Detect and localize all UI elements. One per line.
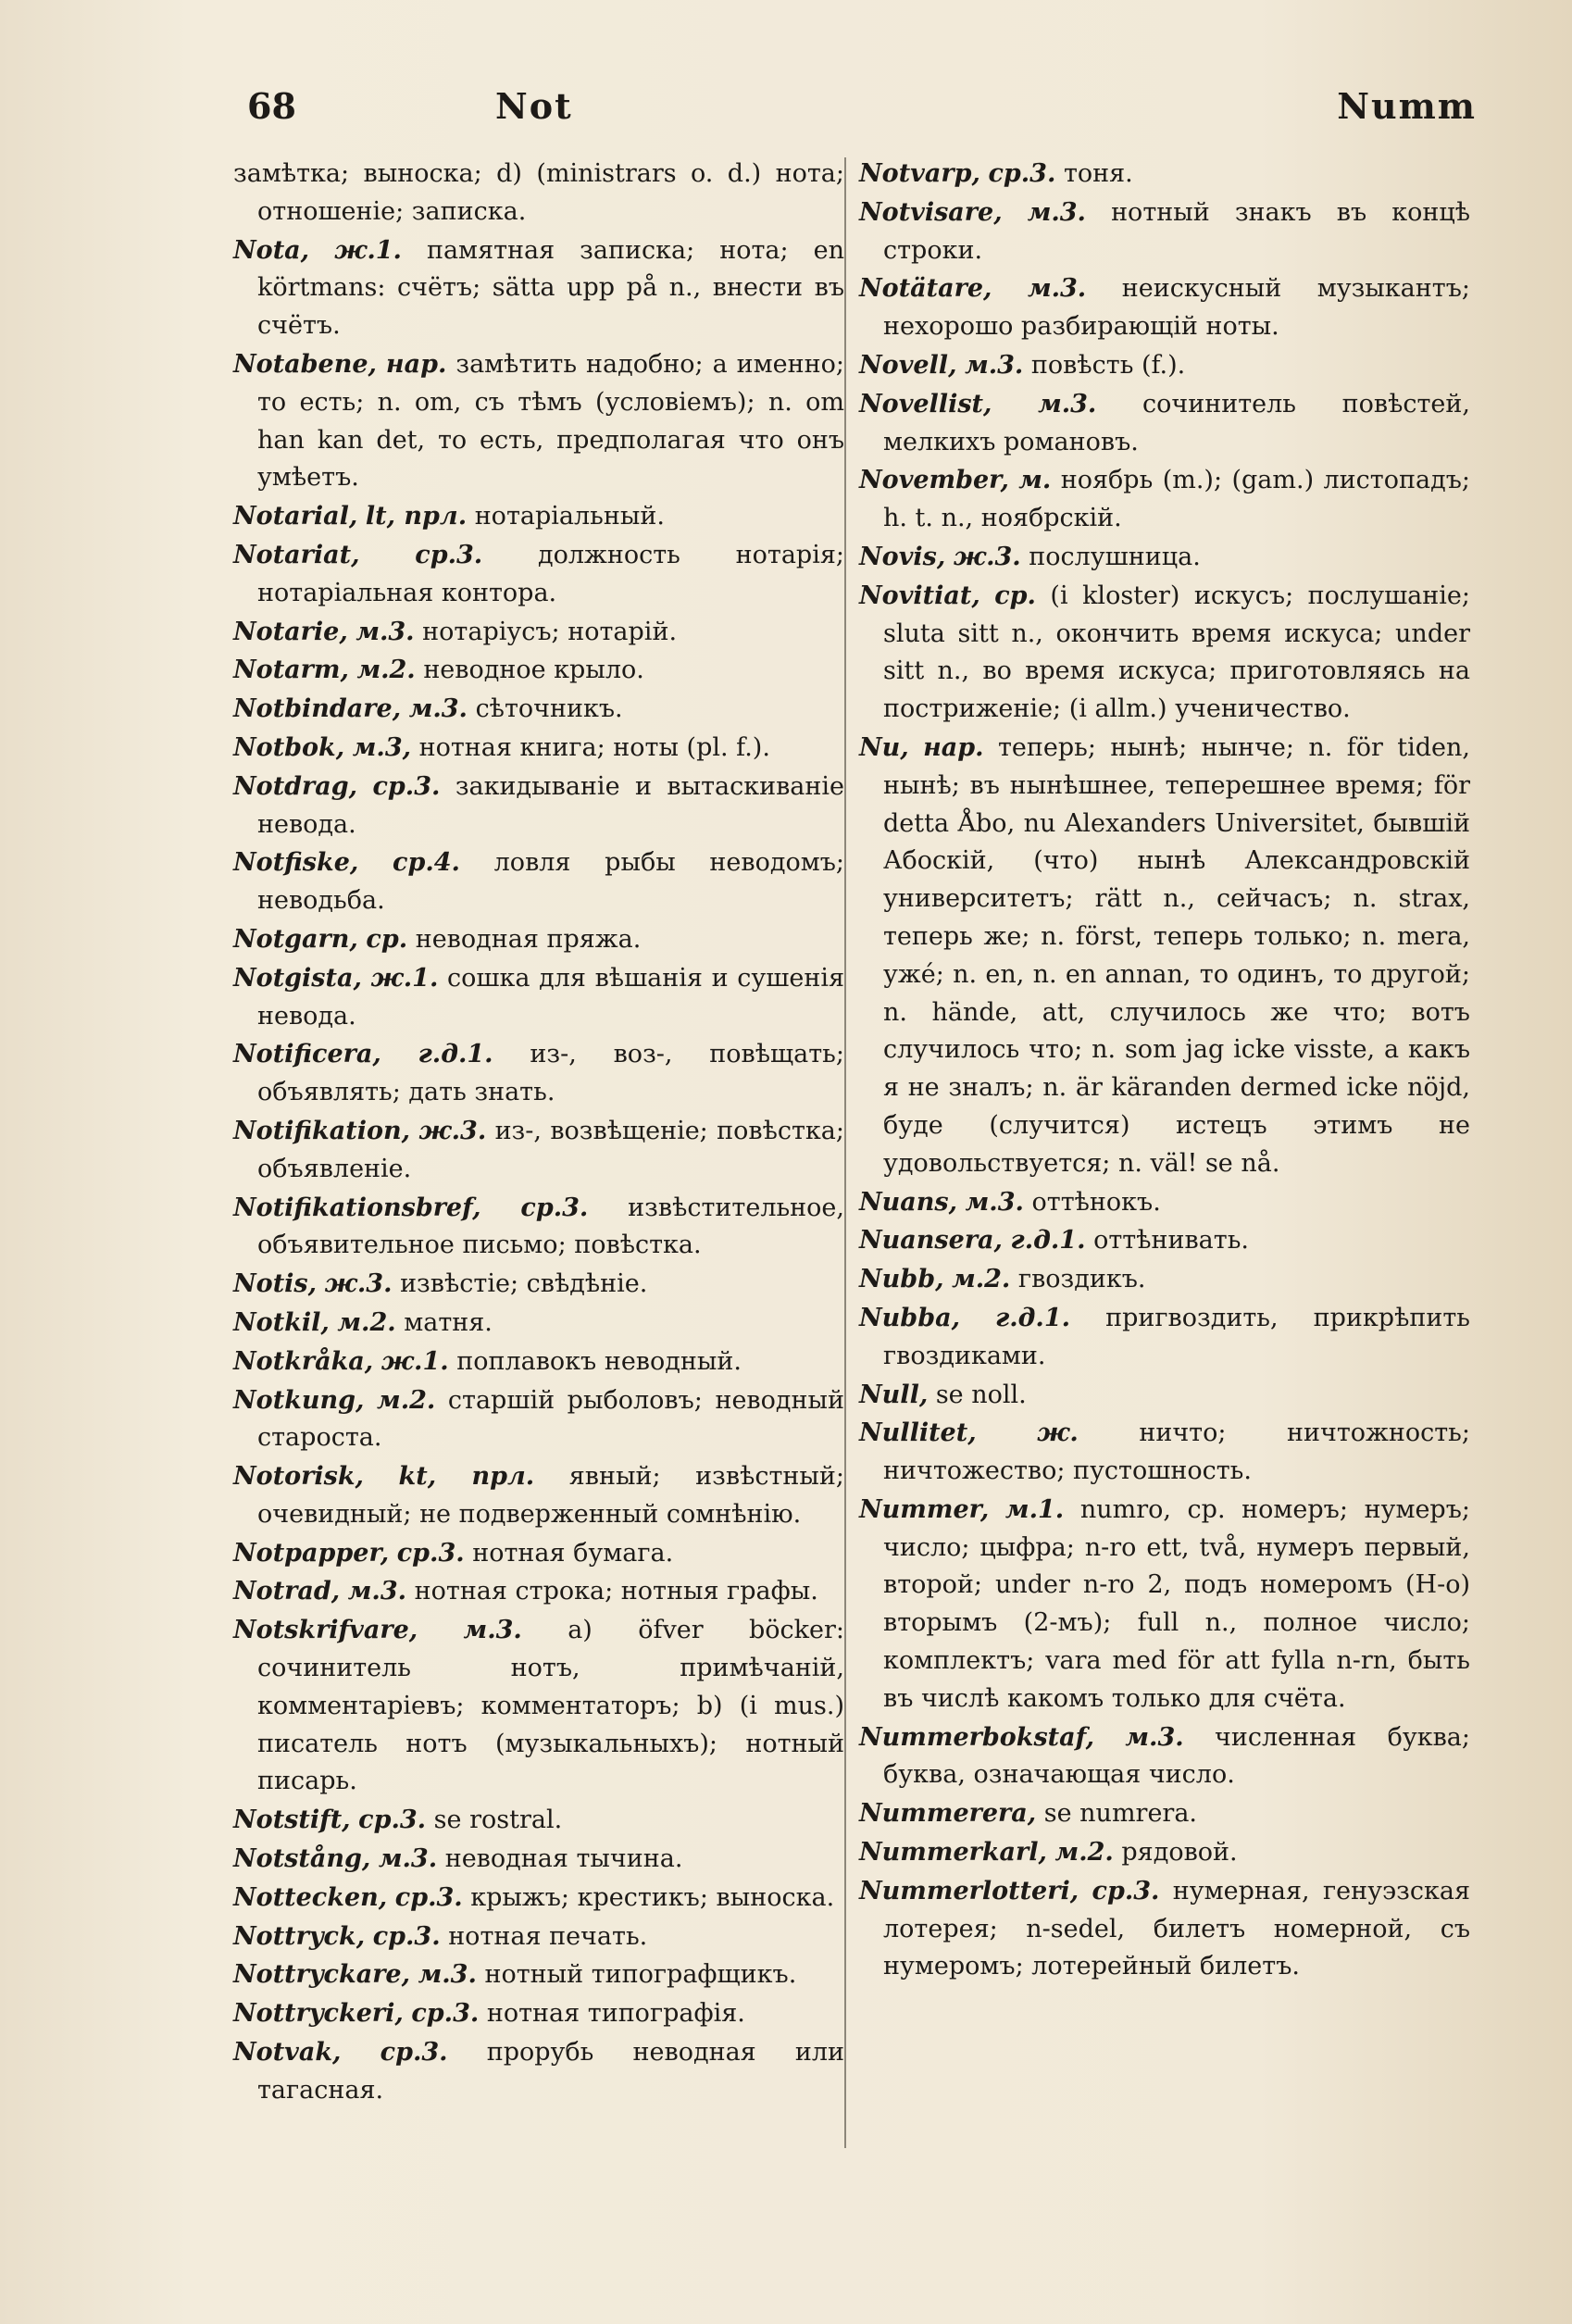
- dictionary-entry: [233, 1113, 844, 1189]
- entry-headword: Nuans,: [859, 1187, 958, 1217]
- entry-grammar: м.2.: [337, 1307, 396, 1337]
- dictionary-entry: [233, 730, 844, 768]
- dictionary-entry: [859, 1261, 1470, 1299]
- entry-grammar: м.3,: [352, 732, 412, 762]
- entry-grammar: ср.3.: [372, 771, 441, 801]
- entry-grammar: ж.3.: [953, 542, 1021, 571]
- dictionary-entry: [859, 462, 1470, 538]
- column-divider: [844, 157, 846, 2148]
- page-header: [236, 85, 1514, 141]
- entry-definition: извѣстіе; свѣдѣніе.: [400, 1269, 648, 1299]
- entry-grammar: г.д.1.: [418, 1040, 493, 1069]
- entry-grammar: lt, прл.: [365, 502, 468, 531]
- entry-definition: поплавокъ неводный.: [456, 1346, 742, 1376]
- entry-definition: матня.: [404, 1307, 493, 1337]
- dictionary-entry: [233, 1995, 844, 2033]
- entry-grammar: г.д.1.: [1010, 1226, 1086, 1256]
- left-column: [233, 156, 844, 2111]
- entry-headword: Notificera,: [233, 1040, 381, 1069]
- entry-definition: неискусный музыкантъ; нехорошо разбирающій ноты.: [883, 274, 1470, 342]
- dictionary-entry: [859, 1834, 1470, 1872]
- entry-definition: неводная тычина.: [444, 1844, 683, 1874]
- entry-headword: Notgista,: [233, 963, 362, 993]
- entry-definition: тоня.: [1063, 159, 1133, 188]
- entry-definition: сѣточникъ.: [475, 694, 623, 724]
- dictionary-entry: [859, 1873, 1470, 1986]
- entry-grammar: ср.: [366, 924, 408, 954]
- entry-headword: Notstift,: [233, 1805, 351, 1835]
- entry-headword: Notpapper,: [233, 1538, 390, 1568]
- entry-grammar: ж.: [1037, 1418, 1079, 1448]
- entry-definition: se numrera.: [1043, 1799, 1198, 1829]
- dictionary-entry: [233, 960, 844, 1036]
- dictionary-entry: [233, 921, 844, 959]
- dictionary-entry: [233, 1880, 844, 1918]
- entry-headword: Nota,: [233, 235, 310, 265]
- entry-headword: Notskrifvare,: [233, 1616, 418, 1645]
- dictionary-entry: [233, 1573, 844, 1611]
- dictionary-entry: [859, 1222, 1470, 1260]
- entry-grammar: ж.3.: [418, 1116, 487, 1145]
- entry-definition: должность нотарія; нотаріальная контора.: [257, 540, 844, 607]
- dictionary-entry: [859, 1415, 1470, 1491]
- entry-headword: Nuansera,: [859, 1226, 1003, 1256]
- entry-definition: прорубь неводная или тагасная.: [257, 2038, 844, 2105]
- dictionary-entry: [859, 1300, 1470, 1376]
- entry-headword: Notvarp,: [859, 159, 980, 188]
- entry-definition: явный; извѣстный; очевидный; не подверженный сомнѣнію.: [257, 1462, 844, 1529]
- entry-grammar: м.3.: [463, 1616, 522, 1645]
- entry-definition: старшій рыболовъ; неводный староста.: [257, 1385, 844, 1453]
- dictionary-entry: [859, 578, 1470, 729]
- entry-headword: Notkråka,: [233, 1346, 374, 1376]
- entry-headword: Nummerlotteri,: [859, 1876, 1079, 1905]
- dictionary-entry: [233, 537, 844, 613]
- dictionary-entry: [859, 270, 1470, 346]
- entry-headword: Notbok,: [233, 732, 345, 762]
- entry-definition: нотная типографія.: [486, 1999, 745, 2029]
- dictionary-entry: [233, 232, 844, 345]
- entry-definition: оттѣнивать.: [1093, 1226, 1249, 1256]
- entry-definition: закидываніе и вытаскиваніе невода.: [257, 771, 845, 839]
- entry-definition: из-, воз-, повѣщать; объявлять; дать знать.: [257, 1040, 844, 1107]
- entry-grammar: ср.3.: [372, 1921, 441, 1951]
- entry-headword: Nottryck,: [233, 1921, 366, 1951]
- entry-headword: Notbindare,: [233, 694, 402, 724]
- entry-definition: повѣсть (f.).: [1030, 350, 1186, 380]
- entry-grammar: ж.1.: [370, 963, 439, 993]
- entry-grammar: м.3.: [965, 350, 1024, 380]
- dictionary-entry: [859, 1795, 1470, 1833]
- entry-headword: Notabene,: [233, 349, 377, 379]
- entry-definition: se rostral.: [433, 1805, 563, 1835]
- entry-grammar: м.3.: [378, 1844, 438, 1874]
- entry-definition: замѣтка; выноска; d) (ministrars o. d.) нота; отношеніе; записка.: [233, 159, 844, 226]
- entry-headword: Notgarn,: [233, 924, 358, 954]
- entry-definition: ничто; ничтожность; ничтожество; пустошность.: [883, 1418, 1470, 1486]
- entry-headword: Null,: [859, 1380, 929, 1409]
- entry-grammar: ср.3.: [415, 540, 483, 569]
- entry-definition: извѣстительное, объявительное письмо; повѣстка.: [257, 1193, 844, 1260]
- entry-definition: памятная записка; нота; en körtmans: счётъ; sätta upp på n., внести въ счётъ.: [257, 235, 844, 341]
- entry-grammar: ср.3.: [358, 1805, 427, 1835]
- dictionary-entry: [233, 1535, 844, 1573]
- entry-grammar: м.2.: [952, 1265, 1011, 1294]
- dictionary-entry: [859, 386, 1470, 462]
- entry-definition: оттѣнокъ.: [1031, 1187, 1161, 1217]
- dictionary-entry: [233, 614, 844, 652]
- entry-headword: Notifikation,: [233, 1116, 411, 1145]
- entry-headword: Novellist,: [859, 389, 992, 419]
- entry-grammar: м.: [1018, 466, 1052, 495]
- entry-definition: нотный знакъ въ концѣ строки.: [883, 197, 1470, 265]
- entry-headword: Notätare,: [859, 274, 992, 304]
- entry-headword: Nummer,: [859, 1494, 990, 1524]
- entry-definition: ловля рыбы неводомъ; неводьба.: [257, 848, 844, 916]
- entry-headword: Notarial,: [233, 502, 358, 531]
- entry-headword: Nu,: [859, 732, 909, 762]
- entry-grammar: м.3.: [408, 694, 468, 724]
- entry-grammar: ж.3.: [324, 1269, 393, 1299]
- entry-definition: рядовой.: [1121, 1838, 1238, 1868]
- dictionary-entry: [233, 1382, 844, 1458]
- dictionary-entry: [233, 1841, 844, 1879]
- entry-grammar: м.2.: [377, 1385, 436, 1415]
- entry-headword: Nottryckeri,: [233, 1999, 404, 2029]
- dictionary-entry: [859, 347, 1470, 385]
- entry-headword: Notkil,: [233, 1307, 330, 1337]
- entry-grammar: м.3.: [1038, 389, 1097, 419]
- running-head-left: Not: [495, 85, 573, 127]
- entry-grammar: ср.3.: [1092, 1876, 1160, 1905]
- dictionary-entry: [859, 539, 1470, 577]
- entry-headword: Notarie,: [233, 617, 348, 646]
- entry-grammar: м.3.: [1027, 197, 1086, 227]
- dictionary-entry: [859, 156, 1470, 194]
- dictionary-entry: [859, 194, 1470, 270]
- entry-headword: Notarm,: [233, 656, 349, 685]
- entry-grammar: м.3.: [965, 1187, 1024, 1217]
- entry-headword: Novell,: [859, 350, 957, 380]
- entry-headword: Notfiske,: [233, 848, 359, 878]
- entry-definition: нумерная, генуэзская лотерея; n-sedel, билетъ номерной, съ нумеромъ; лотерейный билетъ.: [883, 1876, 1470, 1981]
- entry-grammar: м.3.: [418, 1960, 477, 1990]
- dictionary-entry: [233, 1956, 844, 1994]
- running-head-right: Numm: [1337, 85, 1477, 127]
- entry-definition: нотаріальный.: [474, 502, 665, 531]
- entry-grammar: м.3.: [1125, 1722, 1184, 1752]
- entry-headword: Nummerkarl,: [859, 1838, 1047, 1868]
- entry-definition: нотный типографщикъ.: [484, 1960, 797, 1990]
- entry-definition: нотная книга; ноты (pl. f.).: [418, 732, 770, 762]
- entry-definition: numro, ср. номеръ; нумеръ; число; цыфра; n-ro ett, två, нумеръ первый, второй; under n-ro 2, подъ номеромъ (Н-о) вторымъ (2-мъ); full n., полное число; комплектъ; vara med för att fylla n-rn, быть въ числѣ какомъ только для счёта.: [883, 1494, 1470, 1713]
- entry-headword: Notvisare,: [859, 197, 1003, 227]
- entry-headword: Notariat,: [233, 540, 360, 569]
- entry-headword: Notkung,: [233, 1385, 365, 1415]
- entry-definition: замѣтить надобно; а именно; то есть; n. om, съ тѣмъ (условіемъ); n. om han kan det, то есть, предполагая что онъ умѣетъ.: [257, 349, 844, 493]
- entry-headword: Nottryckare,: [233, 1960, 410, 1990]
- entry-grammar: kt, прл.: [398, 1462, 535, 1492]
- entry-definition: пригвоздить, прикрѣпить гвоздиками.: [883, 1303, 1470, 1370]
- entry-definition: нотная печать.: [448, 1921, 648, 1951]
- entry-definition: (i kloster) искусъ; послушаніе; sluta sitt n., окончить время искуса; under sitt n., во время искуса; приготовляясь на постриженіе; (i allm.) ученичество.: [883, 581, 1470, 724]
- entry-grammar: ж.1.: [334, 235, 402, 265]
- entry-headword: November,: [859, 466, 1009, 495]
- entry-headword: Notis,: [233, 1269, 318, 1299]
- dictionary-entry: [233, 1612, 844, 1801]
- entry-grammar: ср.: [994, 581, 1036, 610]
- dictionary-entry: [233, 1266, 844, 1304]
- entry-definition: гвоздикъ.: [1017, 1265, 1146, 1294]
- entry-headword: Notdrag,: [233, 771, 358, 801]
- dictionary-entry: [859, 1719, 1470, 1795]
- entry-grammar: м.2.: [356, 656, 416, 685]
- entry-headword: Notstång,: [233, 1844, 371, 1874]
- page-number: 68: [247, 85, 296, 127]
- entry-headword: Nummerbokstaf,: [859, 1722, 1095, 1752]
- entry-definition: из-, возвѣщеніе; повѣстка; объявленіе.: [257, 1116, 844, 1183]
- entry-definition: сочинитель повѣстей, мелкихъ романовъ.: [883, 389, 1470, 456]
- entry-definition: неводная пряжа.: [415, 924, 642, 954]
- entry-grammar: м.2.: [1054, 1838, 1114, 1868]
- entry-definition: ноябрь (m.); (gam.) листопадъ; h. t. n., ноябрскій.: [883, 466, 1470, 533]
- entry-headword: Nottecken,: [233, 1882, 388, 1912]
- dictionary-entry: [233, 1036, 844, 1112]
- dictionary-entry: [233, 768, 844, 844]
- entry-grammar: м.3.: [1027, 274, 1087, 304]
- entry-definition: крыжъ; крестикъ; выноска.: [470, 1882, 835, 1912]
- entry-definition: a) öfver böcker: сочинитель нотъ, примѣчаній, комментаріевъ; комментаторъ; b) (i mus.) писатель нотъ (музыкальныхъ); нотный писарь.: [257, 1616, 844, 1796]
- entry-definition: нотаріусъ; нотарій.: [422, 617, 678, 646]
- entry-headword: Nubb,: [859, 1265, 944, 1294]
- entry-grammar: нар.: [923, 732, 984, 762]
- dictionary-entry: [233, 346, 844, 497]
- dictionary-entry: [233, 1458, 844, 1534]
- dictionary-entry: [233, 1802, 844, 1840]
- dictionary-entry: [233, 691, 844, 729]
- entry-definition: численная буква; буква, означающая число.: [883, 1722, 1470, 1790]
- entry-headword: Notifikationsbref,: [233, 1193, 481, 1222]
- dictionary-entry: [233, 1305, 844, 1343]
- entry-grammar: ср.3.: [396, 1538, 465, 1568]
- entry-grammar: м.3.: [356, 617, 415, 646]
- entry-grammar: ж.1.: [381, 1346, 449, 1376]
- entry-grammar: м.3.: [347, 1577, 407, 1606]
- dictionary-entry: [859, 1184, 1470, 1222]
- entry-grammar: ср.3.: [411, 1999, 480, 2029]
- right-column: [859, 156, 1470, 1987]
- dictionary-entry: [233, 1918, 844, 1956]
- dictionary-entry: [859, 1377, 1470, 1415]
- entry-grammar: ср.3.: [520, 1193, 589, 1222]
- entry-grammar: ср.3.: [394, 1882, 463, 1912]
- entry-grammar: ср.3.: [380, 2038, 448, 2068]
- entry-definition: сошка для вѣшанія и сушенія невода.: [257, 963, 844, 1031]
- entry-headword: Novis,: [859, 542, 946, 571]
- entry-headword: Notvak,: [233, 2038, 342, 2068]
- dictionary-entry: [233, 652, 844, 690]
- entry-definition: теперь; нынѣ; нынче; n. för tiden, нынѣ; въ нынѣшнее, теперешнее время; för detta Åbo, nu Alexanders Universitet, бывшій Абоскій, (что) нынѣ Александровскій университетъ; rätt n., сейчасъ; n. strax, теперь же; n. först, теперь только; n. mera, ужé; n. en, n. en annan, то одинъ, то другой; n. hände, att, случилось же что; вотъ случилось что; n. som jag icke visste, а какъ я не зналъ; n. är käranden dermed icke nöjd, буде (случится) истецъ этимъ не удовольствуется; n. väl! se nå.: [883, 732, 1470, 1178]
- dictionary-entry: [859, 1492, 1470, 1718]
- entry-definition: se noll.: [935, 1380, 1027, 1409]
- entry-headword: Nubba,: [859, 1303, 960, 1332]
- entry-definition: послушница.: [1029, 542, 1201, 571]
- dictionary-entry: [233, 156, 844, 231]
- dictionary-entry: [233, 1343, 844, 1381]
- entry-grammar: нар.: [385, 349, 447, 379]
- dictionary-entry: [233, 498, 844, 536]
- entry-headword: Nummerera,: [859, 1799, 1037, 1829]
- entry-headword: Novitiat,: [859, 581, 980, 610]
- entry-headword: Nullitet,: [859, 1418, 977, 1448]
- entry-definition: неводное крыло.: [423, 656, 644, 685]
- entry-grammar: ср.3.: [988, 159, 1056, 188]
- entry-grammar: м.1.: [1004, 1494, 1065, 1524]
- entry-definition: нотная строка; нотныя графы.: [414, 1577, 818, 1606]
- entry-headword: Notrad,: [233, 1577, 341, 1606]
- dictionary-entry: [859, 730, 1470, 1183]
- dictionary-entry: [233, 2034, 844, 2110]
- entry-grammar: ср.4.: [393, 848, 460, 878]
- dictionary-entry: [233, 844, 844, 920]
- entry-headword: Notorisk,: [233, 1462, 364, 1492]
- dictionary-entry: [233, 1190, 844, 1266]
- entry-grammar: г.д.1.: [995, 1303, 1071, 1332]
- entry-definition: нотная бумага.: [472, 1538, 674, 1568]
